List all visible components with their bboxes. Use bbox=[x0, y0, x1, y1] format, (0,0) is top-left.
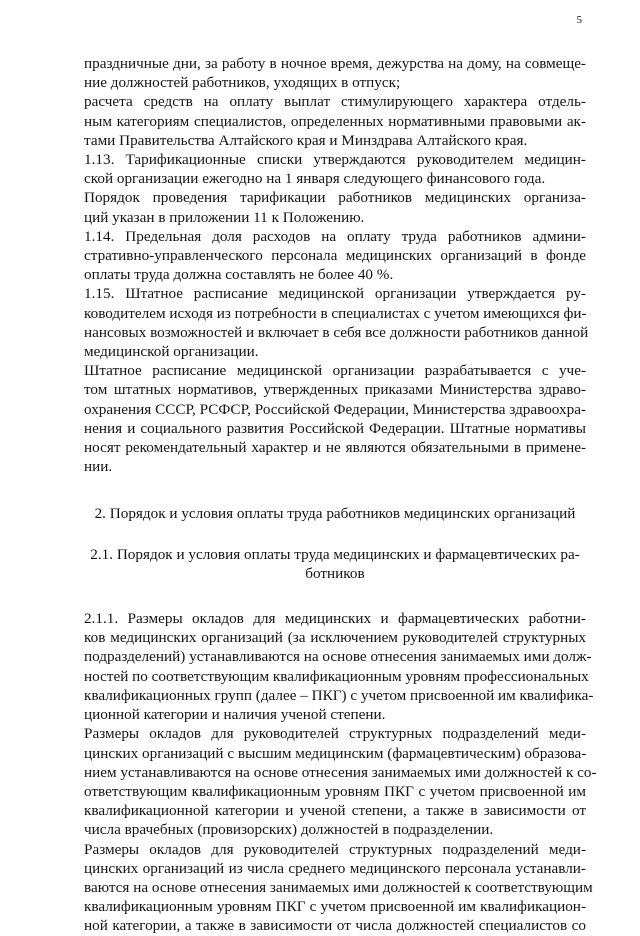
text-line: квалификационной категории и ученой степени, а также в зависимости от bbox=[84, 802, 586, 820]
text-line: квалификационных групп (далее – ПКГ) с учетом присвоенной им квалифика- bbox=[84, 686, 594, 704]
text-line: стративно-управленческого персонала медицинских организаций в фонде bbox=[84, 247, 586, 265]
subsection-heading bbox=[84, 545, 586, 583]
text-line: ностей по соответствующим квалификационным уровням профессиональных bbox=[84, 667, 589, 685]
text-line: расчета средств на оплату выплат стимулирующего характера отдель- bbox=[84, 93, 586, 111]
page-body bbox=[84, 54, 597, 936]
text-line: ционной категории и наличия ученой степени. bbox=[84, 706, 386, 724]
paragraph bbox=[84, 54, 586, 92]
paragraph bbox=[84, 361, 586, 476]
section-heading bbox=[84, 504, 586, 523]
text-line: нения и социального развития Российской Федерации. Штатные нормативы bbox=[84, 419, 586, 437]
text-line: нием устанавливаются на основе отнесения занимаемых ими должностей к со- bbox=[84, 763, 597, 781]
text-line: ние должностей работников, уходящих в отпуск; bbox=[84, 74, 401, 92]
text-line: квалификационным уровням ПКГ с учетом присвоенной им квалификацион- bbox=[84, 898, 586, 916]
text-line: ской организации ежегодно на 1 января следующего финансового года. bbox=[84, 170, 546, 188]
text-line: числа врачебных (провизорских) должностей в подразделении. bbox=[84, 821, 494, 839]
section-heading-text: 2. Порядок и условия оплаты труда работников медицинских организаций bbox=[94, 505, 576, 523]
text-line: 2.1.1. Размеры окладов для медицинских и фармацевтических работни- bbox=[84, 610, 586, 628]
text-line: Размеры окладов для руководителей структурных подразделений меди- bbox=[84, 725, 586, 743]
text-line: Порядок проведения тарификации работников медицинских организа- bbox=[84, 189, 586, 207]
text-line: ной категории, а также в зависимости от числа должностей специалистов со bbox=[84, 917, 586, 935]
text-line: праздничные дни, за работу в ночное время, дежурства на дому, на совмеще- bbox=[84, 55, 586, 72]
text-line: том штатных нормативов, утвержденных приказами Министерства здраво- bbox=[84, 381, 586, 399]
text-line: цинских организаций с высшим медицинским (фармацевтическим) образова- bbox=[84, 744, 587, 762]
text-line: ководителем исходя из потребности в специалистах с учетом имеющихся фи- bbox=[84, 304, 587, 322]
subsection-heading-line: ботников bbox=[305, 564, 365, 582]
text-line: Размеры окладов для руководителей структурных подразделений меди- bbox=[84, 840, 586, 858]
paragraph bbox=[84, 150, 586, 188]
text-line: ков медицинских организаций (за исключением руководителей структурных bbox=[84, 629, 586, 647]
text-line: 1.13. Тарификационные списки утверждаются руководителем медицин- bbox=[84, 151, 586, 169]
text-line: тами Правительства Алтайского края и Минздрава Алтайского края. bbox=[84, 131, 528, 149]
text-line: нансовых возможностей и включает в себя все должности работников данной bbox=[84, 323, 589, 341]
text-line: носят рекомендательный характер и не являются обязательными в примене- bbox=[84, 439, 586, 457]
paragraph bbox=[84, 284, 589, 361]
paragraph bbox=[84, 188, 586, 226]
text-line: оплаты труда должна составлять не более 40 %. bbox=[84, 266, 394, 284]
text-line: ваются на основе отнесения занимаемых ими должностей к соответствующим bbox=[84, 878, 593, 896]
paragraph bbox=[84, 609, 594, 724]
subsection-heading-line: 2.1. Порядок и условия оплаты труда медицинских и фармацевтических ра- bbox=[90, 545, 580, 563]
text-line: охранения СССР, РСФСР, Российской Федерации, Министерства здравоохра- bbox=[84, 400, 586, 418]
text-line: нии. bbox=[84, 458, 113, 476]
text-line: 1.15. Штатное расписание медицинской организации утверждается ру- bbox=[84, 285, 586, 303]
paragraph bbox=[84, 724, 597, 839]
text-line: 1.14. Предельная доля расходов на оплату труда работников админи- bbox=[84, 227, 586, 245]
text-line: ций указан в приложении 11 к Положению. bbox=[84, 208, 365, 226]
text-line: медицинской организации. bbox=[84, 343, 259, 361]
text-line: ным категориям специалистов, определенных нормативными правовыми ак- bbox=[84, 112, 586, 130]
text-line: ответствующим квалификационным уровням ПКГ с учетом присвоенной им bbox=[84, 782, 586, 800]
text-line: подразделений) устанавливаются на основе отнесения занимаемых ими долж- bbox=[84, 648, 592, 666]
body-text-top bbox=[84, 54, 589, 476]
paragraph bbox=[84, 227, 586, 285]
body-text-bottom bbox=[84, 609, 597, 935]
text-line: Штатное расписание медицинской организации разрабатывается с уче- bbox=[84, 362, 586, 380]
paragraph bbox=[84, 840, 593, 936]
text-line: цинских организаций из числа среднего медицинского персонала устанавли- bbox=[84, 859, 586, 877]
page-number: 5 bbox=[576, 14, 582, 26]
paragraph bbox=[84, 92, 586, 150]
